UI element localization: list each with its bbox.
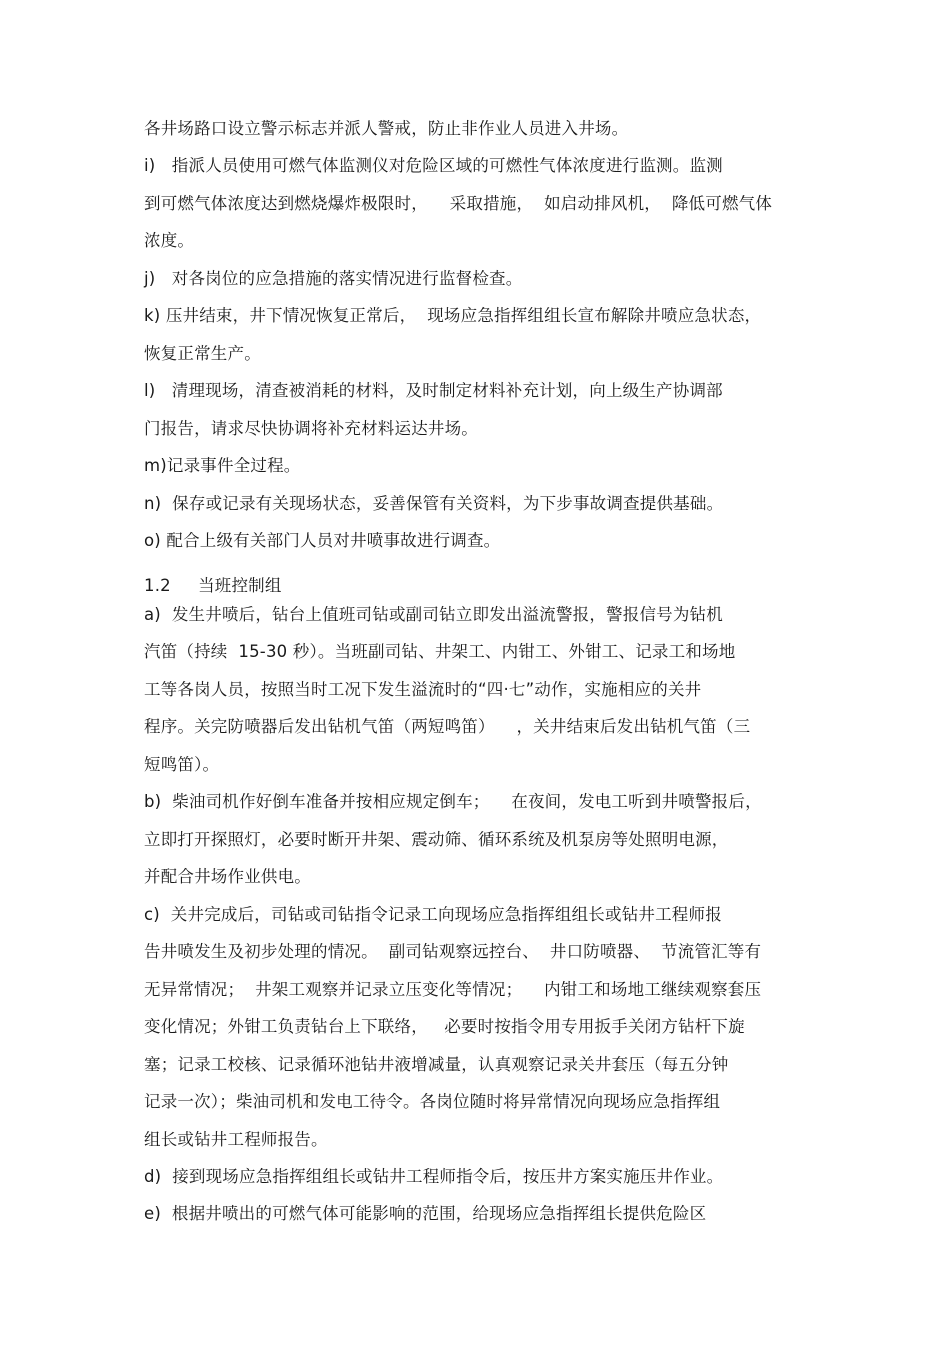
text-line: 告井喷发生及初步处理的情况。 副司钻观察远控台、 井口防喷器、 节流管汇等有 xyxy=(144,942,762,961)
text-line: 立即打开探照灯，必要时断开井架、震动筛、循环系统及机泵房等处照明电源， xyxy=(144,830,729,849)
list-item-n: n) 保存或记录有关现场状态，妥善保管有关资料，为下步事故调查提供基础。 xyxy=(144,494,724,513)
text-line: 程序。关完防喷器后发出钻机气笛（两短鸣笛） ，关井结束后发出钻机气笛（三 xyxy=(144,717,751,736)
list-item-j: j) 对各岗位的应急措施的落实情况进行监督检查。 xyxy=(144,269,523,288)
list-item-i: i) 指派人员使用可燃气体监测仪对危险区域的可燃性气体浓度进行监测。监测 xyxy=(144,156,723,175)
text-line: 各井场路口设立警示标志并派人警戒，防止非作业人员进入井场。 xyxy=(144,119,629,138)
text-line: 塞；记录工校核、记录循环池钻井液增减量，认真观察记录关井套压（每五分钟 xyxy=(144,1055,729,1074)
text-line: 短鸣笛）。 xyxy=(144,755,220,774)
list-item-m: m)记录事件全过程。 xyxy=(144,456,301,475)
text-line: 并配合井场作业供电。 xyxy=(144,867,311,886)
text-line: 汽笛（持续 15-30 秒）。当班副司钻、井架工、内钳工、外钳工、记录工和场地 xyxy=(144,642,736,661)
list-item-c: c) 关井完成后，司钻或司钻指令记录工向现场应急指挥组组长或钻井工程师报 xyxy=(144,905,722,924)
list-item-k: k) 压井结束，井下情况恢复正常后， 现场应急指挥组组长宣布解除井喷应急状态， xyxy=(144,306,762,325)
list-item-b: b) 柴油司机作好倒车准备并按相应规定倒车； 在夜间，发电工听到井喷警报后， xyxy=(144,792,762,811)
text-line: 门报告，请求尽快协调将补充材料运达井场。 xyxy=(144,419,478,438)
section-heading: 1.2 当班控制组 xyxy=(144,576,282,595)
list-item-a: a) 发生井喷后，钻台上值班司钻或副司钻立即发出溢流警报，警报信号为钻机 xyxy=(144,605,723,624)
text-line: 浓度。 xyxy=(144,231,195,250)
text-line: 记录一次）；柴油司机和发电工待令。各岗位随时将异常情况向现场应急指挥组 xyxy=(144,1092,721,1111)
text-line: 组长或钻井工程师报告。 xyxy=(144,1130,328,1149)
text-line: 到可燃气体浓度达到燃烧爆炸极限时， 采取措施， 如启动排风机， 降低可燃气体 xyxy=(144,194,773,213)
text-line: 恢复正常生产。 xyxy=(144,344,261,363)
list-item-d: d) 接到现场应急指挥组组长或钻井工程师指令后，按压井方案实施压井作业。 xyxy=(144,1167,724,1186)
text-line: 工等各岗人员，按照当时工况下发生溢流时的“四·七”动作，实施相应的关井 xyxy=(144,680,702,699)
list-item-e: e) 根据井喷出的可燃气体可能影响的范围，给现场应急指挥组长提供危险区 xyxy=(144,1204,707,1223)
list-item-l: l) 清理现场，清查被消耗的材料，及时制定材料补充计划，向上级生产协调部 xyxy=(144,381,723,400)
text-line: 无异常情况； 井架工观察并记录立压变化等情况； 内钳工和场地工继续观察套压 xyxy=(144,980,762,999)
list-item-o: o) 配合上级有关部门人员对井喷事故进行调查。 xyxy=(144,531,501,550)
text-line: 变化情况；外钳工负责钻台上下联络， 必要时按指令用专用扳手关闭方钻杆下旋 xyxy=(144,1017,745,1036)
